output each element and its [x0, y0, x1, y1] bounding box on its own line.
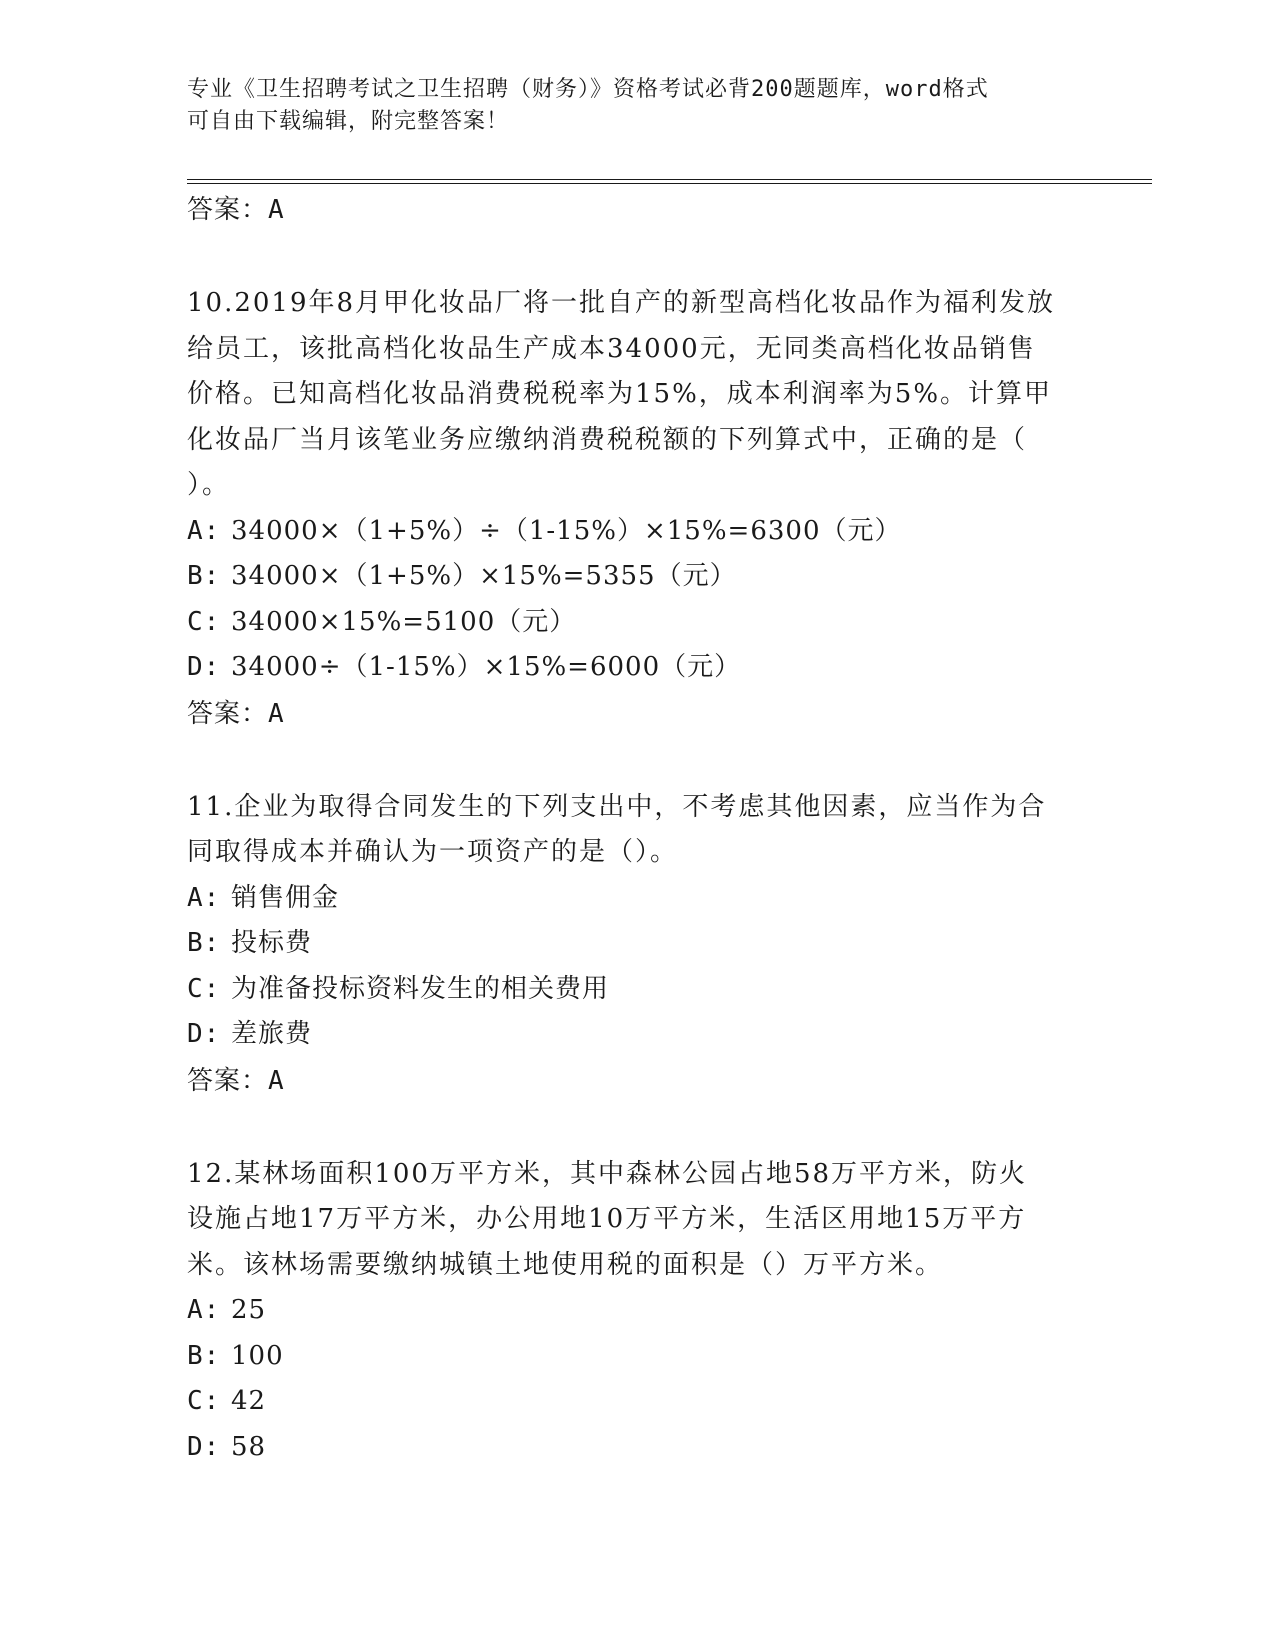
option-text: 58 [231, 1431, 267, 1462]
question-line: 米。该林场需要缴纳城镇土地使用税的面积是（）万平方米。 [187, 1249, 944, 1280]
option-letter: C: [187, 973, 221, 1004]
option-text: 34000×（1+5%）÷（1-15%）×15%=6300（元） [231, 515, 902, 546]
option-d [187, 645, 1087, 691]
question-line: 价格。已知高档化妆品消费税税率为15%，成本利润率为5%。计算甲 [187, 379, 1053, 409]
option-text: 销售佣金 [231, 882, 340, 913]
question-line: ）。 [187, 470, 231, 500]
question-block [187, 281, 1087, 737]
header-divider-top [187, 179, 1152, 180]
option-text: 34000÷（1-15%）×15%=6000（元） [231, 652, 742, 682]
option-c [187, 1379, 1087, 1425]
option-text: 差旅费 [231, 1019, 313, 1049]
option-letter: A: [187, 882, 221, 913]
question-line: 化妆品厂当月该笔业务应缴纳消费税税额的下列算式中，正确的是（ [187, 424, 1028, 455]
header-line-2: 可自由下载编辑，附完整答案！ [187, 109, 510, 134]
option-a [187, 1288, 1087, 1334]
option-text: 投标费 [231, 928, 313, 958]
header-line-1: 专业《卫生招聘考试之卫生招聘（财务）》资格考试必背200题题库，word格式 [187, 77, 989, 102]
option-a [187, 509, 1087, 555]
option-letter: C: [187, 1386, 221, 1416]
option-text: 100 [231, 1340, 284, 1371]
question-line: 12.某林场面积100万平方米，其中森林公园占地58万平方米，防火 [187, 1158, 1028, 1189]
option-text: 34000×（1+5%）×15%=5355（元） [231, 561, 737, 591]
option-letter: B: [187, 928, 221, 958]
option-b [187, 1334, 1087, 1380]
option-c [187, 600, 1087, 646]
question-line: 同取得成本并确认为一项资产的是（）。 [187, 837, 679, 867]
option-d [187, 1012, 1087, 1058]
option-letter: D: [187, 652, 221, 682]
option-text: 34000×15%=5100（元） [231, 606, 577, 637]
option-b [187, 554, 1087, 600]
option-letter: B: [187, 561, 221, 591]
option-letter: A: [187, 1295, 221, 1325]
option-text: 25 [231, 1295, 267, 1325]
question-block [187, 1152, 1087, 1471]
document-body [187, 187, 1087, 1470]
question-block [187, 785, 1087, 1104]
option-d [187, 1425, 1087, 1471]
document-header [187, 74, 1087, 138]
option-letter: C: [187, 606, 221, 637]
option-letter: B: [187, 1340, 221, 1371]
question-line: 给员工，该批高档化妆品生产成本34000元，无同类高档化妆品销售 [187, 333, 1036, 364]
answer-line: 答案：A [187, 698, 285, 729]
question-line: 10.2019年8月甲化妆品厂将一批自产的新型高档化妆品作为福利发放 [187, 288, 1056, 318]
question-text [187, 281, 1087, 509]
option-b [187, 921, 1087, 967]
option-letter: D: [187, 1019, 221, 1049]
option-text: 为准备投标资料发生的相关费用 [231, 973, 610, 1004]
answer-line: 答案：A [187, 1065, 285, 1096]
question-line: 11.企业为取得合同发生的下列支出中，不考虑其他因素，应当作为合 [187, 791, 1047, 822]
question-text [187, 785, 1087, 876]
option-text: 42 [231, 1386, 267, 1416]
answer-line: 答案：A [187, 195, 285, 225]
option-c [187, 967, 1087, 1013]
option-a [187, 876, 1087, 922]
option-letter: D: [187, 1431, 221, 1462]
question-text [187, 1152, 1087, 1289]
header-divider-bottom [187, 183, 1152, 184]
question-line: 设施占地17万平方米，办公用地10万平方米，生活区用地15万平方 [187, 1204, 1027, 1234]
option-letter: A: [187, 515, 221, 546]
